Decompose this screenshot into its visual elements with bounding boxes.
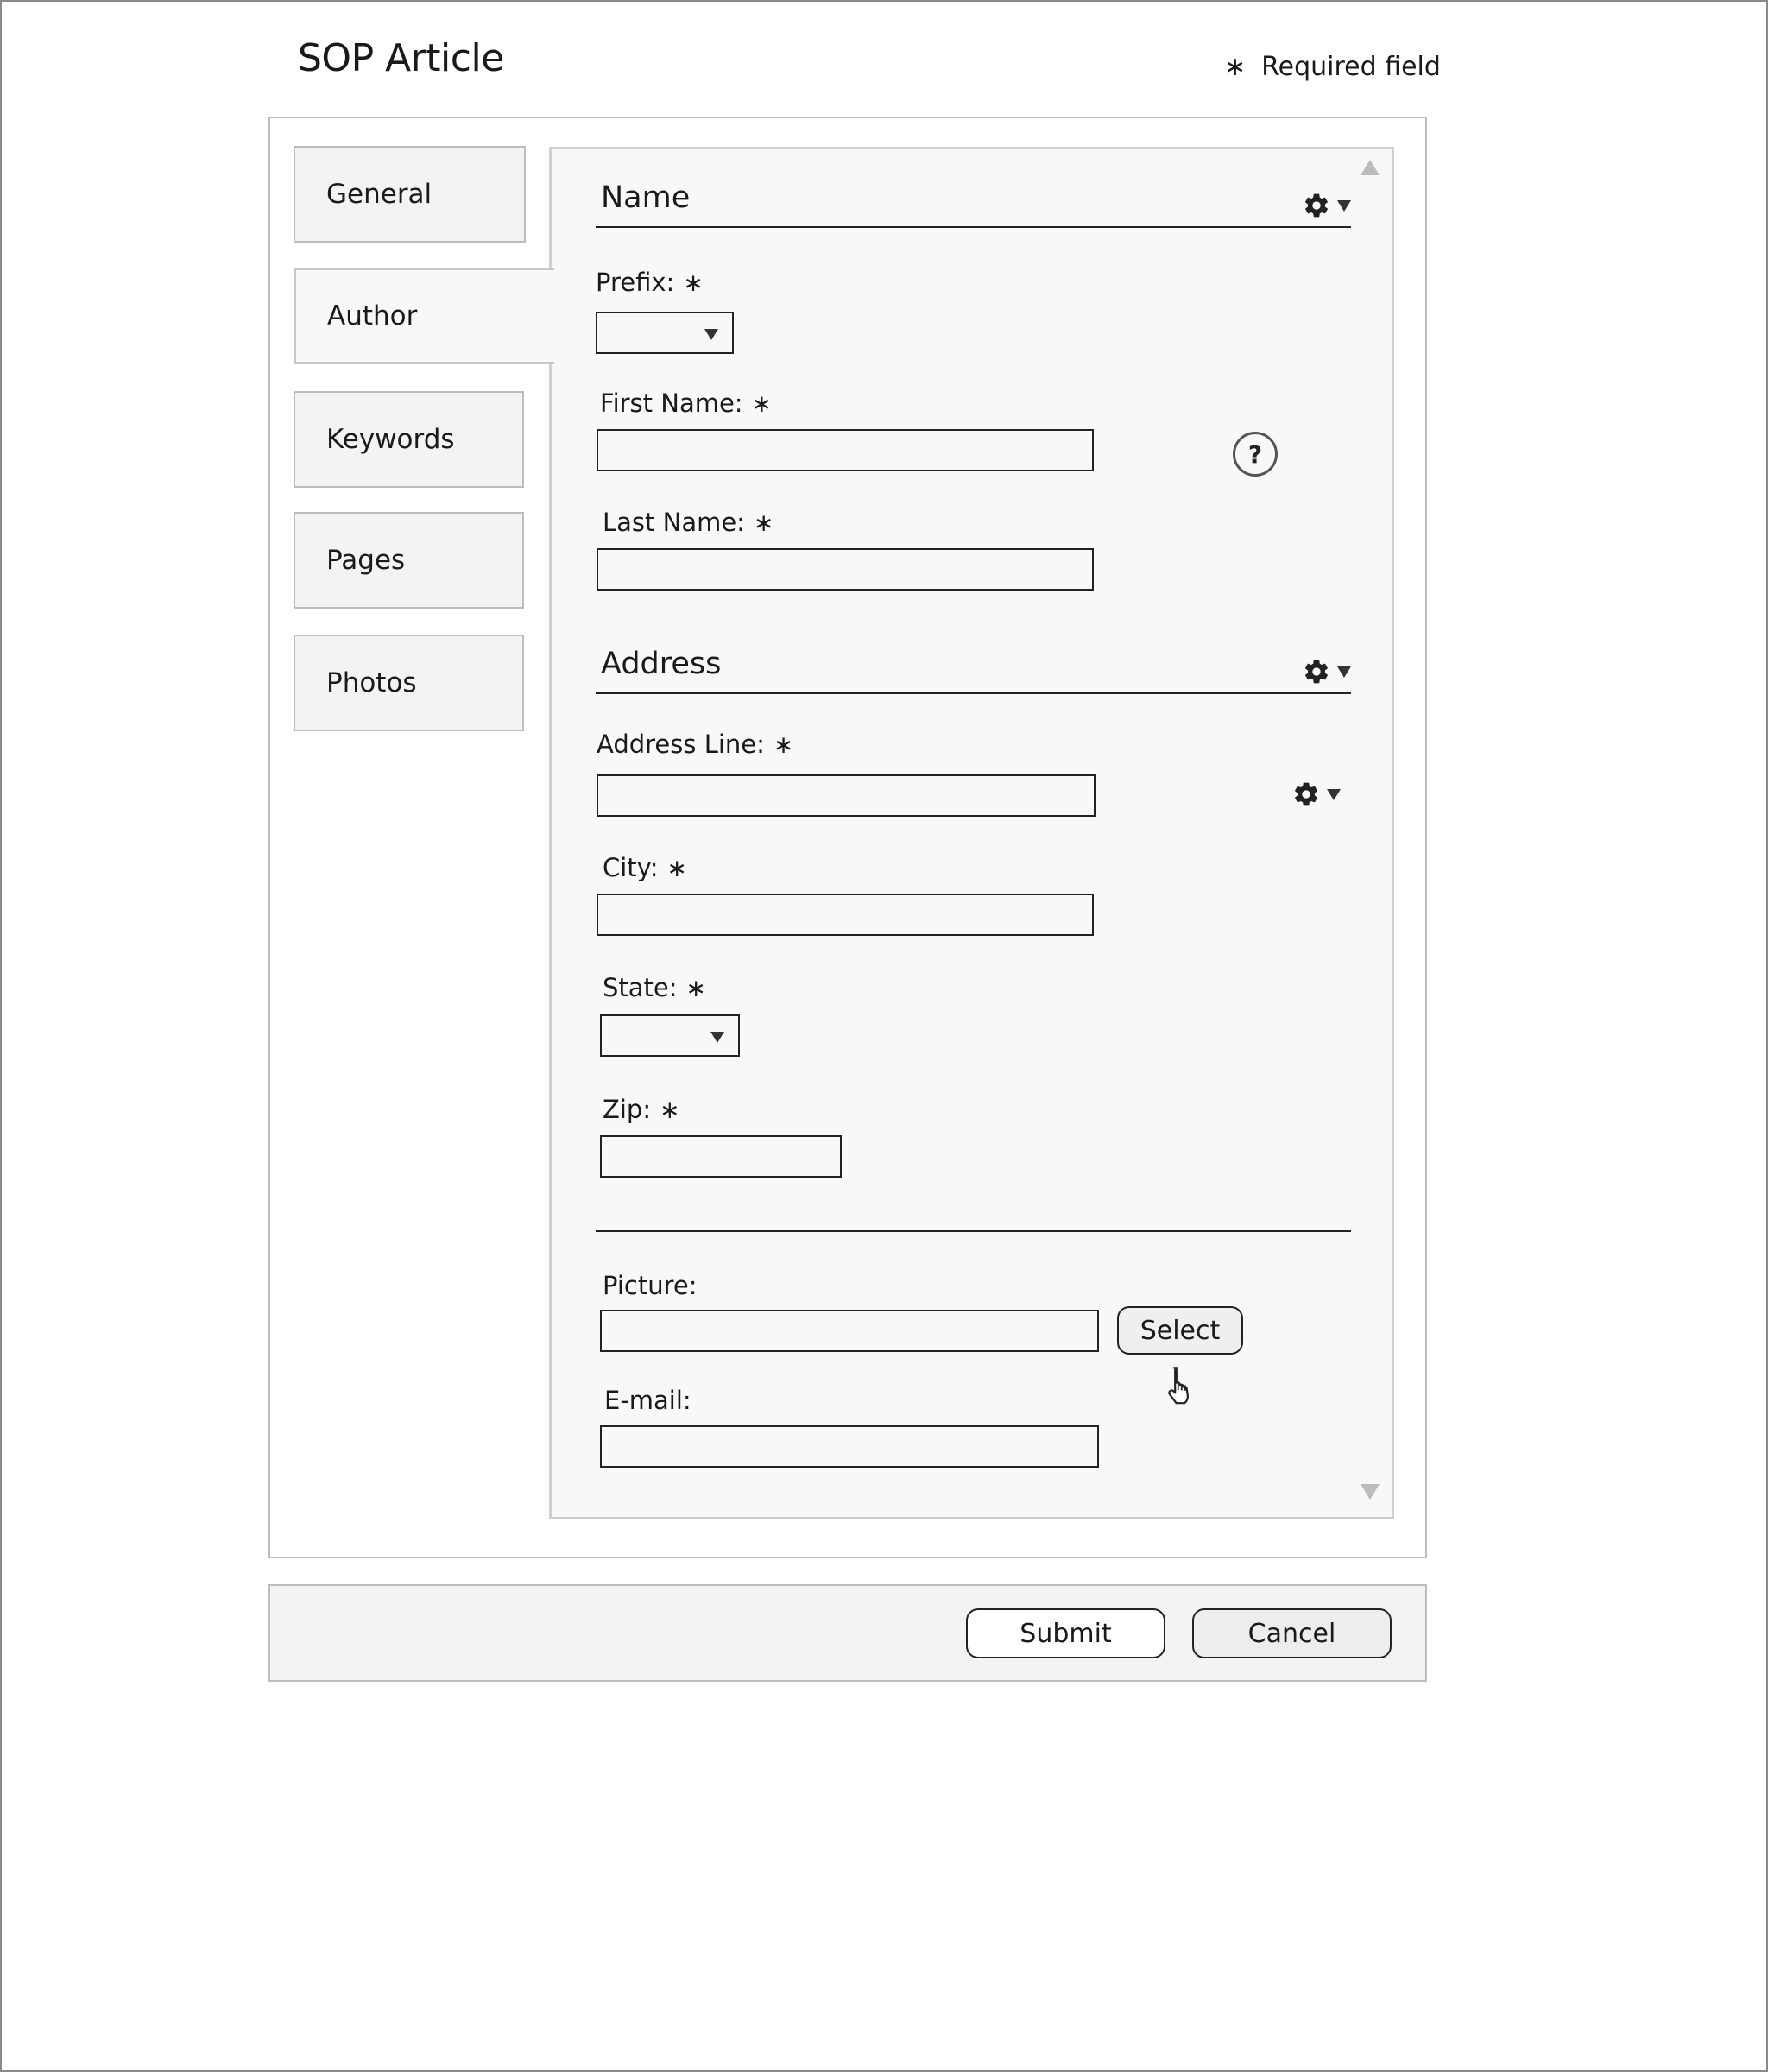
tab-keywords[interactable]: [294, 391, 524, 488]
section-title: Name: [601, 180, 691, 215]
tab-label: Pages: [326, 545, 406, 576]
zip-label: [603, 1095, 680, 1124]
state-label: [603, 973, 706, 1002]
scroll-up-arrow-icon[interactable]: [1361, 160, 1380, 175]
label-text: State:: [603, 973, 678, 1002]
page-title: SOP Article: [298, 36, 504, 80]
tab-photos[interactable]: [294, 635, 524, 731]
address-line-input[interactable]: [597, 774, 1096, 817]
first-name-label: [600, 388, 772, 418]
required-asterisk: ∗: [685, 974, 707, 1002]
prefix-label: [596, 268, 704, 297]
select-picture-button[interactable]: Select: [1117, 1306, 1243, 1355]
chevron-down-icon: [710, 1032, 724, 1043]
chevron-down-icon: [704, 329, 718, 340]
picture-label: Picture:: [603, 1271, 698, 1300]
picture-input[interactable]: [600, 1310, 1099, 1352]
label-text: Prefix:: [596, 268, 675, 297]
tab-label: General: [326, 179, 433, 210]
email-label: E-mail:: [604, 1386, 691, 1415]
last-name-input[interactable]: [597, 548, 1094, 591]
required-asterisk: ∗: [666, 854, 687, 882]
last-name-label: [603, 508, 774, 537]
address-line-label: [597, 730, 793, 759]
required-field-note: [1224, 52, 1441, 82]
label-text: City:: [603, 853, 659, 882]
scroll-down-arrow-icon[interactable]: [1361, 1484, 1380, 1500]
section-title: Address: [601, 647, 722, 681]
section-divider: [596, 1230, 1351, 1232]
help-icon[interactable]: ?: [1233, 432, 1278, 477]
tab-general[interactable]: [294, 146, 526, 243]
cancel-button[interactable]: Cancel: [1192, 1608, 1392, 1658]
required-asterisk: ∗: [773, 730, 794, 759]
tab-pages[interactable]: [294, 512, 524, 609]
label-text: Last Name:: [603, 508, 745, 537]
address-section-header: [596, 643, 1351, 694]
email-input[interactable]: [600, 1425, 1099, 1468]
name-section-header: [596, 177, 1351, 228]
label-text: First Name:: [600, 388, 743, 418]
required-asterisk: ∗: [751, 389, 773, 418]
label-text: Zip:: [603, 1095, 652, 1124]
required-note-text: Required field: [1261, 52, 1441, 82]
submit-button[interactable]: Submit: [966, 1608, 1165, 1658]
tab-author[interactable]: [294, 268, 554, 364]
tab-label: Author: [327, 300, 418, 332]
gear-icon: [1303, 192, 1330, 219]
gear-icon: [1292, 780, 1320, 808]
tab-label: Photos: [326, 667, 417, 698]
required-asterisk: ∗: [753, 509, 774, 537]
prefix-select[interactable]: [596, 312, 734, 354]
name-section-settings[interactable]: [1303, 192, 1351, 219]
required-asterisk: ∗: [660, 1096, 680, 1124]
gear-icon: [1303, 658, 1330, 685]
required-asterisk: ∗: [683, 268, 704, 297]
label-text: Address Line:: [597, 730, 765, 759]
chevron-down-icon: [1337, 666, 1351, 678]
pointer-hand-cursor-icon: [1162, 1364, 1197, 1406]
zip-input[interactable]: [600, 1135, 842, 1178]
tab-label: Keywords: [326, 424, 455, 455]
address-line-settings[interactable]: [1292, 780, 1768, 808]
chevron-down-icon: [1337, 200, 1351, 212]
chevron-down-icon: [1327, 789, 1341, 800]
required-asterisk: ∗: [1224, 52, 1247, 82]
state-select[interactable]: [600, 1014, 740, 1057]
city-label: [603, 853, 687, 882]
active-tab-join: [549, 270, 554, 362]
city-input[interactable]: [597, 894, 1094, 936]
first-name-input[interactable]: [597, 429, 1094, 471]
address-section-settings[interactable]: [1303, 658, 1351, 685]
